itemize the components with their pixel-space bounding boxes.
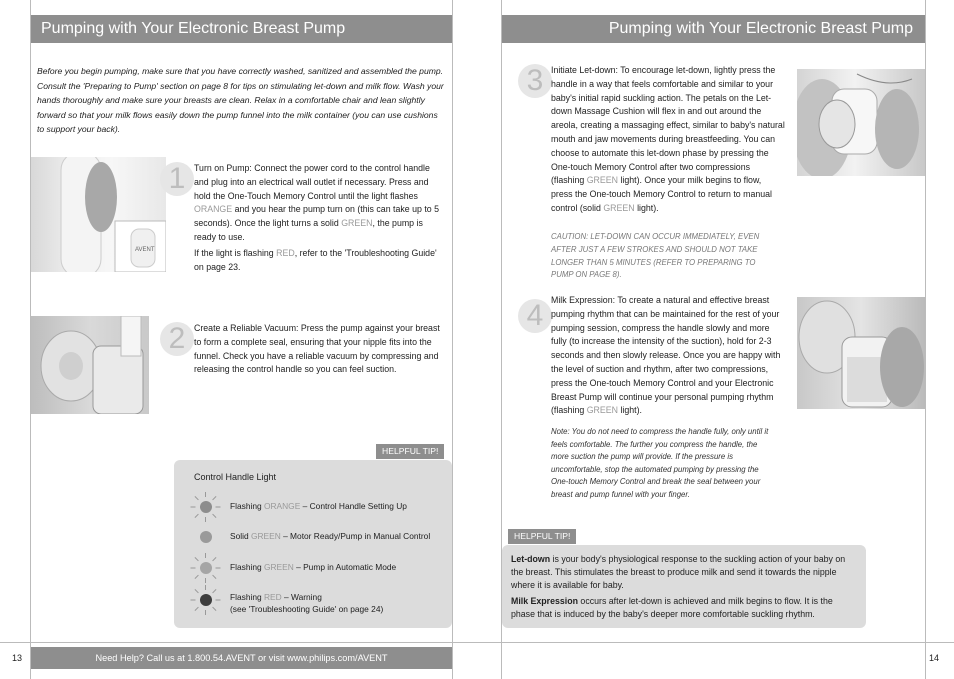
- svg-text:AVENT: AVENT: [135, 247, 155, 253]
- term-milk-expression: Milk Expression: [511, 596, 578, 606]
- step1-text-d: If the light is flashing: [194, 247, 277, 258]
- legend-row-2: [230, 531, 430, 543]
- right-page-number: 14: [929, 653, 940, 663]
- step2-text: Create a Reliable Vacuum: Press the pump against your breast to form a complete seal, ensuring that your nipple fits into the funnel. Check you have a reliable vacuum by compressing and releasing the control handle so you can feel suction.: [194, 323, 440, 375]
- step1-text-c: , the pump is ready to use.: [194, 218, 423, 242]
- pump-in-hand-illustration: [797, 69, 925, 176]
- legend-row-1-color: ORANGE: [263, 501, 301, 511]
- step3-text: [551, 64, 785, 216]
- right-page-header: Pumping with Your Electronic Breast Pump: [502, 15, 925, 43]
- step2-photo: [31, 316, 149, 414]
- step2-number: 2: [160, 322, 194, 356]
- step1-text-a: Turn on Pump: Connect the power cord to the control handle and plug into an electrical wall outlet if necessary. Press and hold the One-Touch Memory Control until the light flashes: [194, 163, 430, 201]
- step3-green-word-2: GREEN: [603, 202, 635, 213]
- step1-photo: [31, 157, 166, 272]
- solid-green-light-icon: [191, 522, 221, 552]
- flashing-orange-light-icon: [191, 492, 221, 522]
- term-letdown: Let-down: [511, 554, 551, 564]
- step1-text-b: and you hear the pump turn on (this can take up to 5 seconds). Once the light turns a solid: [194, 204, 440, 229]
- step4-green-word: GREEN: [586, 405, 618, 416]
- legend-row-4-pre: Flashing: [230, 592, 264, 602]
- pump-funnel-illustration: [31, 316, 149, 414]
- legend-row-1-post: – Control Handle Setting Up: [300, 501, 407, 511]
- legend-row-4: [230, 592, 383, 615]
- left-page-edge-line: [452, 0, 453, 679]
- legend-row-4-color: RED: [263, 592, 282, 602]
- pump-handle-illustration: [31, 157, 166, 272]
- footer-rule: [0, 642, 954, 643]
- legend-row-3-color: GREEN: [263, 562, 294, 572]
- step3-number: 3: [518, 64, 552, 98]
- step3-photo: [797, 69, 925, 176]
- step1-text-e: , refer to the 'Troubleshooting Guide' on page 23.: [194, 247, 437, 272]
- left-page-header: Pumping with Your Electronic Breast Pump: [31, 15, 452, 43]
- flashing-red-light-icon: [191, 585, 221, 615]
- step4-text-a: Milk Expression: To create a natural and effective breast pumping rhythm that can be maintained for the rest of your pumping session, compress the handle slowly and more fully (to increase the intensity of the suction), hold for 2-3 seconds and then slowly release. Once you are happy with the level of suction and rhythm, after two compressions, press the One-touch Memory Control and your Electronic Breast Pump will continue your personal pumping rhythm (flashing: [551, 295, 781, 416]
- tip-title: Control Handle Light: [194, 472, 277, 482]
- legend-row-3-pre: Flashing: [230, 562, 264, 572]
- flashing-green-light-icon: [191, 553, 221, 583]
- legend-row-4-post: – Warning: [281, 592, 322, 602]
- step3-text-b: light). Once your milk begins to flow, press the One-touch Memory Control to return to manual control (solid: [551, 175, 773, 213]
- left-page-number: 13: [12, 653, 23, 663]
- legend-row-2-color: GREEN: [250, 531, 281, 541]
- step3-text-a: Initiate Let-down: To encourage let-down, lightly press the handle in a way that feels comfortable and similar to your baby's initial rapid suckling action. The petals on the Let-down Massage Cushion will flex in and out around the areola, creating a massaging effect, similar to baby's natural mouth and jaw movements during breastfeeding. You can choose to automate this let-down phase by pressing the One-touch Memory Control after two compressions (flashing: [551, 65, 785, 186]
- step4-note: Note: You do not need to compress the handle fully, only until it feels comfortable. The further you compress the handle, the more suction the pump will provide. If the pressure is uncomfortable, stop the automated pumping by pressing the One-touch Memory Control and break the seal between your breast and pump funnel with your finger.: [551, 427, 769, 499]
- step1-number: 1: [160, 162, 194, 196]
- left-helpful-tip-tab: HELPFUL TIP!: [376, 444, 444, 459]
- step1-green-word: GREEN: [341, 218, 373, 229]
- tip-letdown-definition: [511, 553, 859, 592]
- def-milk-expression: occurs after let-down is achieved and milk begins to flow. It is the phase that is induced by the baby's deeper more comfortable suckling rhythm.: [511, 596, 833, 619]
- step4-number: 4: [518, 299, 552, 333]
- step3-caution: CAUTION: LET-DOWN CAN OCCUR IMMEDIATELY, EVEN AFTER JUST A FEW STROKES AND SHOULD NOT TAKE LONGER THAN 5 MINUTES (REFER TO PREPARING TO PUMP ON PAGE 8).: [551, 232, 760, 280]
- legend-row-3-post: – Pump in Automatic Mode: [293, 562, 397, 572]
- legend-row-2-post: – Motor Ready/Pump in Manual Control: [280, 531, 431, 541]
- help-footer: Need Help? Call us at 1.800.54.AVENT or visit www.philips.com/AVENT: [31, 647, 452, 669]
- step1-orange-word: ORANGE: [194, 204, 233, 215]
- pump-bottle-illustration: [797, 297, 925, 409]
- right-margin-line: [925, 0, 926, 679]
- def-letdown: is your body's physiological response to the suckling action of your baby on the breast. This stimulates the breast to produce milk and send it towards the nipple where it is available for baby.: [511, 554, 846, 590]
- step4-photo: [797, 297, 925, 409]
- legend-row-3: [230, 562, 396, 574]
- legend-row-4-line2: (see 'Troubleshooting Guide' on page 24): [230, 603, 384, 614]
- tip-milk-expression-definition: [511, 595, 859, 621]
- legend-row-1-pre: Flashing: [230, 501, 264, 511]
- legend-row-2-pre: Solid: [230, 531, 251, 541]
- step4-text-b: light).: [618, 405, 642, 416]
- intro-paragraph: Before you begin pumping, make sure that you have correctly washed, sanitized and assembled the pump. Consult the 'Preparing to Pump' section on page 8 for tips on stimulating let-down and milk flow. Wash your hands thoroughly and make sure your breasts are clean. Relax in a comfortable chair and lean slightly forward so that your milk flows easily down the pump funnel into the milk container (you can use cushions to support your back).: [37, 66, 444, 134]
- step4-text: [551, 294, 785, 418]
- right-helpful-tip-tab: HELPFUL TIP!: [508, 529, 576, 544]
- step1-text: [194, 162, 446, 274]
- step3-green-word: GREEN: [586, 175, 618, 186]
- legend-row-1: [230, 501, 407, 513]
- step1-red-word: RED: [276, 247, 295, 258]
- step3-text-c: light).: [634, 202, 659, 213]
